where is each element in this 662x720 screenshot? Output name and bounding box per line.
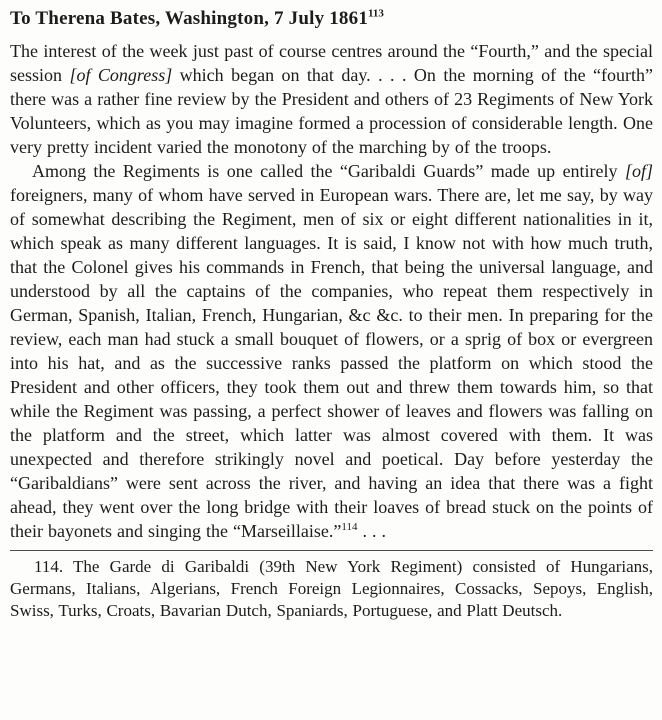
paragraph-1 <box>10 39 653 159</box>
footnote-text: 114. The Garde di Garibaldi (39th New York Regiment) consisted of Hungarians, Germans, Italians, Algerians, French Foreign Legionnaires, Cossacks, Sepoys, English, Swiss, Turks, Croats, Bavarian Dutch, Spaniards, Portuguese, and Platt Deutsch. <box>10 557 653 620</box>
letter-heading <box>10 6 653 32</box>
editorial-insertion-italic: [of Congress] <box>69 65 173 85</box>
footnote-separator-rule <box>10 550 653 551</box>
paragraph-2 <box>10 159 653 543</box>
paragraph-text-segment: foreigners, many of whom have served in European wars. There are, let me say, by way of somewhat describing the Regiment, men of six or eight different nationalities in it, which speak as many different languages. It is said, I know not with how much truth, that the Colonel gives his commands in French, that being the universal language, and understood by all the captains of the companies, who repeat them respectively in German, Spanish, Italian, French, Hungarian, &c &c. to their men. In preparing for the review, each man had stuck a small bouquet of flowers, or a sprig of box or evergreen into his hat, and as the successive ranks passed the platform on which stood the President and other officers, they took them out and threw them towards him, so that while the Regiment was passing, a perfect shower of leaves and flowers was falling on the platform and the street, which latter was almost covered with them. It was unexpected and therefore strikingly novel and poetical. Day before yesterday the “Garibaldians” were sent across the river, and having an idea that there was a fight ahead, they went over the long bridge with their loaves of bread stuck on the points of their bayonets and singing the “Marseillaise.” <box>10 185 653 541</box>
editorial-insertion-italic: [of] <box>624 161 653 181</box>
paragraph-text-segment: . . . <box>357 521 386 541</box>
footnote-ref-114: 114 <box>341 521 358 533</box>
paragraph-text-segment: The interest of the week just past of course centres around the “Fourth,” and the special session <box>10 41 653 85</box>
paragraph-text-segment: which began on that day. . . . On the morning of the “fourth” there was a rather fine review by the President and others of 23 Regiments of New York Volunteers, which as you may imagine formed a procession of considerable length. One very pretty incident varied the monotony of the marching by of the troops. <box>10 65 653 157</box>
footnote-ref-113: 113 <box>368 7 384 20</box>
paragraph-text-segment: Among the Regiments is one called the “Garibaldi Guards” made up entirely <box>32 161 625 181</box>
heading-text: To Therena Bates, Washington, 7 July 1861 <box>10 8 369 29</box>
